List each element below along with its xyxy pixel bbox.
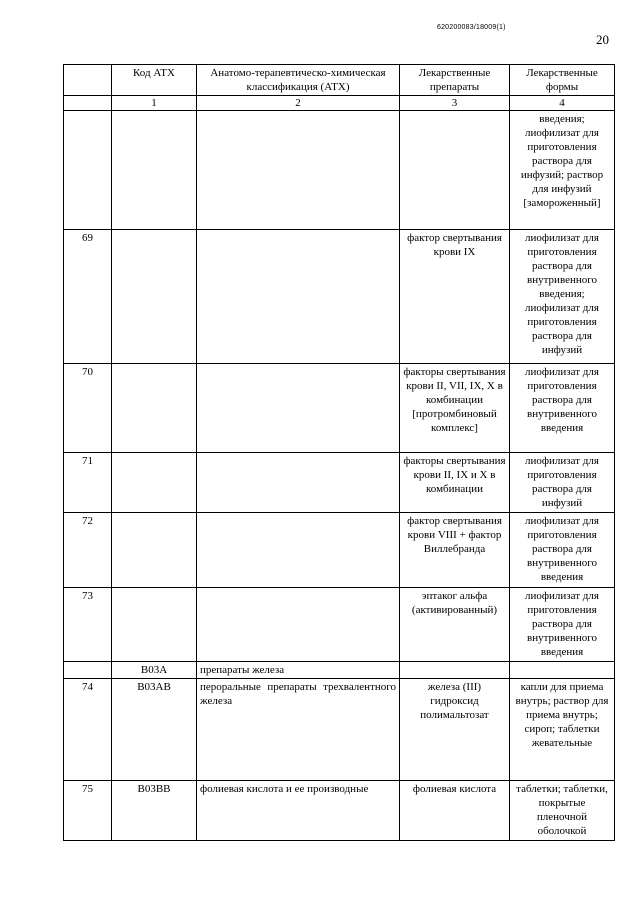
table-row: [64, 364, 615, 453]
dosage-forms-cell: лиофилизат для приготовления раствора для внутривенного введения: [510, 588, 615, 662]
dosage-forms-cell: [510, 662, 615, 679]
dosage-forms-cell: таблетки; таблетки, покрытые пленочной оболочкой: [510, 781, 615, 841]
header-cell-dosage-forms: Лекарственные формы: [510, 65, 615, 96]
table-row: [64, 111, 615, 230]
row-number-cell: 72: [64, 513, 112, 588]
table-row: [64, 588, 615, 662]
atx-code-cell: [112, 588, 197, 662]
atx-classification-cell: [197, 364, 400, 453]
column-number: 1: [112, 96, 197, 111]
header-cell-atx-code: Код АТХ: [112, 65, 197, 96]
drug-cell: железа (III) гидроксид полимальтозат: [400, 679, 510, 781]
atx-classification-cell: [197, 111, 400, 230]
atx-code-cell: [112, 230, 197, 364]
atx-code-cell: B03BB: [112, 781, 197, 841]
atx-classification-cell: [197, 588, 400, 662]
drug-cell: [400, 111, 510, 230]
column-number-row: [64, 96, 615, 111]
column-number: 4: [510, 96, 615, 111]
document-number: 620200083/18009(1): [437, 24, 506, 31]
row-number-cell: 69: [64, 230, 112, 364]
dosage-forms-cell: капли для приема внутрь; раствор для приема внутрь; сироп; таблетки жевательные: [510, 679, 615, 781]
row-number-cell: [64, 111, 112, 230]
row-number-cell: [64, 662, 112, 679]
drug-cell: фолиевая кислота: [400, 781, 510, 841]
dosage-forms-cell: лиофилизат для приготовления раствора для внутривенного введения: [510, 364, 615, 453]
header-cell-drugs: Лекарственные препараты: [400, 65, 510, 96]
column-number: 3: [400, 96, 510, 111]
table-row: [64, 662, 615, 679]
drug-cell: эптаког альфа (активированный): [400, 588, 510, 662]
column-number-empty: [64, 96, 112, 111]
drug-cell: факторы свертывания крови II, IX и X в комбинации: [400, 453, 510, 513]
table-row: [64, 781, 615, 841]
table-row: [64, 453, 615, 513]
header-cell-row-number: [64, 65, 112, 96]
atx-classification-cell: пероральные препараты трехвалентного железа: [197, 679, 400, 781]
atx-classification-cell: фолиевая кислота и ее производные: [197, 781, 400, 841]
drug-cell: [400, 662, 510, 679]
atx-code-cell: [112, 111, 197, 230]
row-number-cell: 71: [64, 453, 112, 513]
dosage-forms-cell: лиофилизат для приготовления раствора для внутривенного введения; лиофилизат для приготовления раствора для инфузий: [510, 230, 615, 364]
atx-code-cell: [112, 513, 197, 588]
row-number-cell: 73: [64, 588, 112, 662]
drug-cell: факторы свертывания крови II, VII, IX, X в комбинации [протромбиновый комплекс]: [400, 364, 510, 453]
table-row: [64, 679, 615, 781]
header-cell-atx-classification: Анатомо-терапевтическо-химическая классификация (АТХ): [197, 65, 400, 96]
atx-classification-cell: [197, 513, 400, 588]
atx-classification-cell: [197, 453, 400, 513]
table-header-row: [64, 65, 615, 96]
dosage-forms-cell: лиофилизат для приготовления раствора для инфузий: [510, 453, 615, 513]
column-number: 2: [197, 96, 400, 111]
drug-cell: фактор свертывания крови IX: [400, 230, 510, 364]
medicines-table: [63, 64, 615, 841]
page-number: 20: [596, 32, 609, 47]
row-number-cell: 70: [64, 364, 112, 453]
atx-code-cell: B03A: [112, 662, 197, 679]
table-row: [64, 513, 615, 588]
row-number-cell: 74: [64, 679, 112, 781]
atx-code-cell: [112, 364, 197, 453]
atx-classification-cell: [197, 230, 400, 364]
atx-code-cell: B03AB: [112, 679, 197, 781]
dosage-forms-cell: введения; лиофилизат для приготовления раствора для инфузий; раствор для инфузий [замороженный]: [510, 111, 615, 230]
table-row: [64, 230, 615, 364]
atx-classification-cell: препараты железа: [197, 662, 400, 679]
atx-code-cell: [112, 453, 197, 513]
drug-cell: фактор свертывания крови VIII + фактор Виллебранда: [400, 513, 510, 588]
dosage-forms-cell: лиофилизат для приготовления раствора для внутривенного введения: [510, 513, 615, 588]
row-number-cell: 75: [64, 781, 112, 841]
